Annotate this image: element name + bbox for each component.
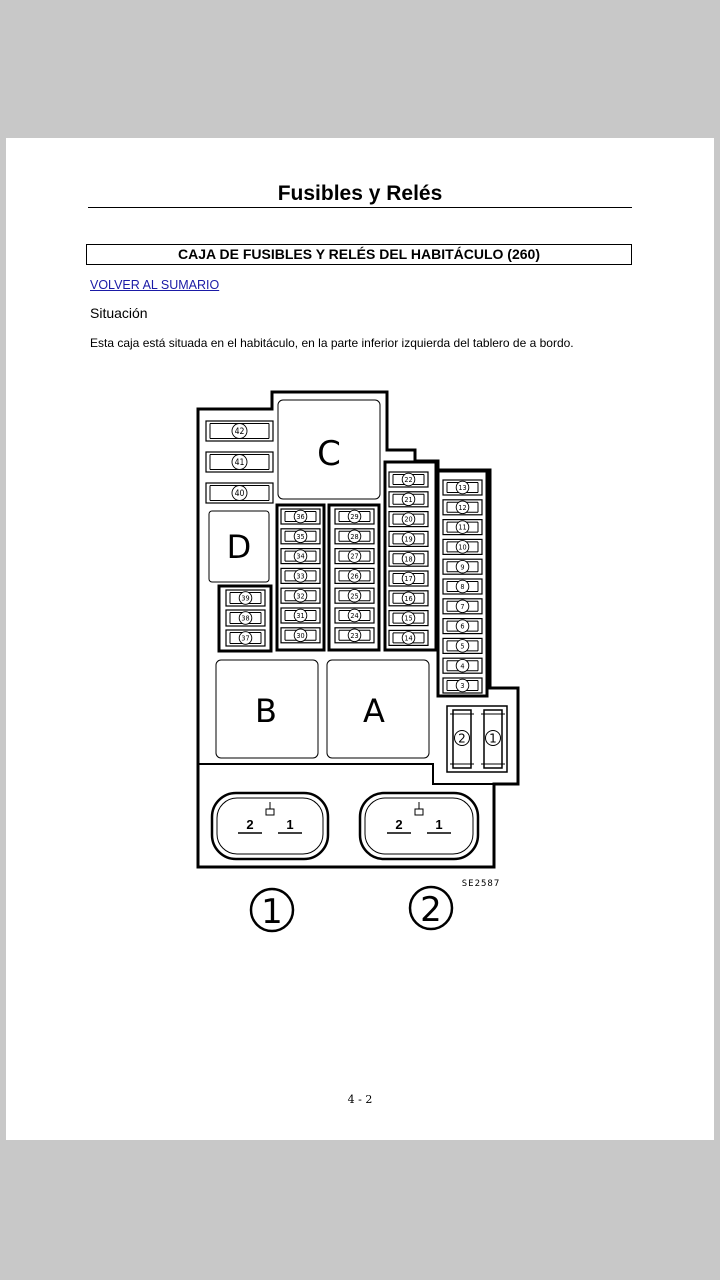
fuse-29-label: 29 xyxy=(350,512,359,522)
connector-2 xyxy=(360,793,478,859)
back-to-summary-link[interactable]: VOLVER AL SUMARIO xyxy=(90,278,220,292)
connector-1-callout-label: 1 xyxy=(261,892,283,932)
fuse-39-label: 39 xyxy=(241,593,250,603)
fuse-7 xyxy=(443,599,482,614)
connector-1-pin-1: 1 xyxy=(286,817,294,832)
fuse-10 xyxy=(443,539,482,554)
fuse-16 xyxy=(389,591,428,606)
fuse-27 xyxy=(335,549,374,564)
connector-2-callout-label: 2 xyxy=(420,890,442,930)
fuse-17 xyxy=(389,571,428,586)
fuse-6-label: 6 xyxy=(460,621,465,631)
fuse-box-diagram xyxy=(6,138,714,1140)
fuse-11 xyxy=(443,520,482,535)
fuse-28 xyxy=(335,529,374,544)
fuse-18-label: 18 xyxy=(404,554,413,564)
fuse-23 xyxy=(335,628,374,643)
fuse-21-label: 21 xyxy=(404,494,413,504)
section-title: CAJA DE FUSIBLES Y RELÉS DEL HABITÁCULO (260) xyxy=(86,244,632,265)
relay-b-label: B xyxy=(255,692,277,730)
relay-a-label: A xyxy=(363,692,385,730)
fuse-26-label: 26 xyxy=(350,571,359,581)
fuse-13-label: 13 xyxy=(458,483,467,493)
fuse-8-label: 8 xyxy=(460,582,465,592)
fuse-23-label: 23 xyxy=(350,630,359,640)
fuse-8 xyxy=(443,579,482,594)
fuse-41 xyxy=(206,452,273,472)
fuse-25 xyxy=(335,588,374,603)
fuse-24 xyxy=(335,608,374,623)
fuse-33 xyxy=(281,568,320,583)
page-title: Fusibles y Relés xyxy=(277,182,443,205)
fuse-3 xyxy=(443,678,482,693)
fuse-19 xyxy=(389,531,428,546)
fuse-22-label: 22 xyxy=(404,475,413,485)
fuse-12-label: 12 xyxy=(458,502,467,512)
fuse-36-label: 36 xyxy=(296,512,305,522)
fuse-16-label: 16 xyxy=(404,593,413,603)
fuse-30-label: 30 xyxy=(296,630,305,640)
fuse-15-label: 15 xyxy=(404,613,413,623)
fuse-14 xyxy=(389,630,428,645)
fuse-25-label: 25 xyxy=(350,591,359,601)
fuse-28-label: 28 xyxy=(350,531,359,541)
fuse-18 xyxy=(389,551,428,566)
fuse-38 xyxy=(226,610,265,626)
fuse-20 xyxy=(389,512,428,527)
fuse-42-label: 42 xyxy=(234,427,245,438)
fuse-29 xyxy=(335,509,374,524)
fuse-5-label: 5 xyxy=(460,641,465,651)
connector-1-pin-2: 2 xyxy=(246,817,254,832)
fuse-40-label: 40 xyxy=(234,489,245,500)
fuse-35-label: 35 xyxy=(296,531,305,541)
fuse-39 xyxy=(226,590,265,606)
fuse-10-label: 10 xyxy=(458,542,467,552)
location-description: Esta caja está situada en el habitáculo, en la parte inferior izquierda del tablero de a bordo. xyxy=(90,336,574,350)
location-heading: Situación xyxy=(90,305,148,321)
maxi-fuse-2-label: 2 xyxy=(458,731,466,746)
fuse-26 xyxy=(335,568,374,583)
relay-d-label: D xyxy=(226,528,252,566)
maxi-fuse-1-label: 1 xyxy=(489,731,497,746)
fuse-5 xyxy=(443,638,482,653)
fuse-12 xyxy=(443,500,482,515)
fuse-3-label: 3 xyxy=(460,681,465,691)
fuse-34-label: 34 xyxy=(296,551,305,561)
fuse-11-label: 11 xyxy=(458,522,467,532)
fuse-42 xyxy=(206,421,273,441)
fuse-31 xyxy=(281,608,320,623)
fuse-35 xyxy=(281,529,320,544)
connector-2-pin-2: 2 xyxy=(395,817,403,832)
fuse-14-label: 14 xyxy=(404,633,413,643)
fuse-20-label: 20 xyxy=(404,514,413,524)
connector-2-pin-1: 1 xyxy=(435,817,443,832)
fuse-37-label: 37 xyxy=(241,633,250,643)
fuse-9-label: 9 xyxy=(460,562,465,572)
fuse-6 xyxy=(443,619,482,634)
fuse-31-label: 31 xyxy=(296,611,305,621)
fuse-9 xyxy=(443,559,482,574)
relay-c-label: C xyxy=(317,434,341,474)
fuse-37 xyxy=(226,630,265,646)
fuse-34 xyxy=(281,549,320,564)
fuse-32 xyxy=(281,588,320,603)
connector-1 xyxy=(212,793,328,859)
diagram-reference: SE2587 xyxy=(461,879,501,889)
fuse-13 xyxy=(443,480,482,495)
fuse-4-label: 4 xyxy=(460,661,465,671)
fuse-27-label: 27 xyxy=(350,551,359,561)
fuse-19-label: 19 xyxy=(404,534,413,544)
fuse-22 xyxy=(389,472,428,487)
fuse-41-label: 41 xyxy=(234,458,245,469)
fuse-17-label: 17 xyxy=(404,574,413,584)
fuse-40 xyxy=(206,483,273,503)
fuse-4 xyxy=(443,658,482,673)
fuse-32-label: 32 xyxy=(296,591,305,601)
fuse-30 xyxy=(281,628,320,643)
fuse-36 xyxy=(281,509,320,524)
fuse-15 xyxy=(389,611,428,626)
document-page xyxy=(6,138,714,1140)
fuse-33-label: 33 xyxy=(296,571,305,581)
fuse-24-label: 24 xyxy=(350,611,359,621)
page-number: 4 - 2 xyxy=(347,1093,373,1106)
maxi-fuse-2 xyxy=(450,710,474,768)
fuse-38-label: 38 xyxy=(241,613,250,623)
maxi-fuse-1 xyxy=(481,710,505,768)
fuse-7-label: 7 xyxy=(460,601,465,611)
fuse-21 xyxy=(389,492,428,507)
